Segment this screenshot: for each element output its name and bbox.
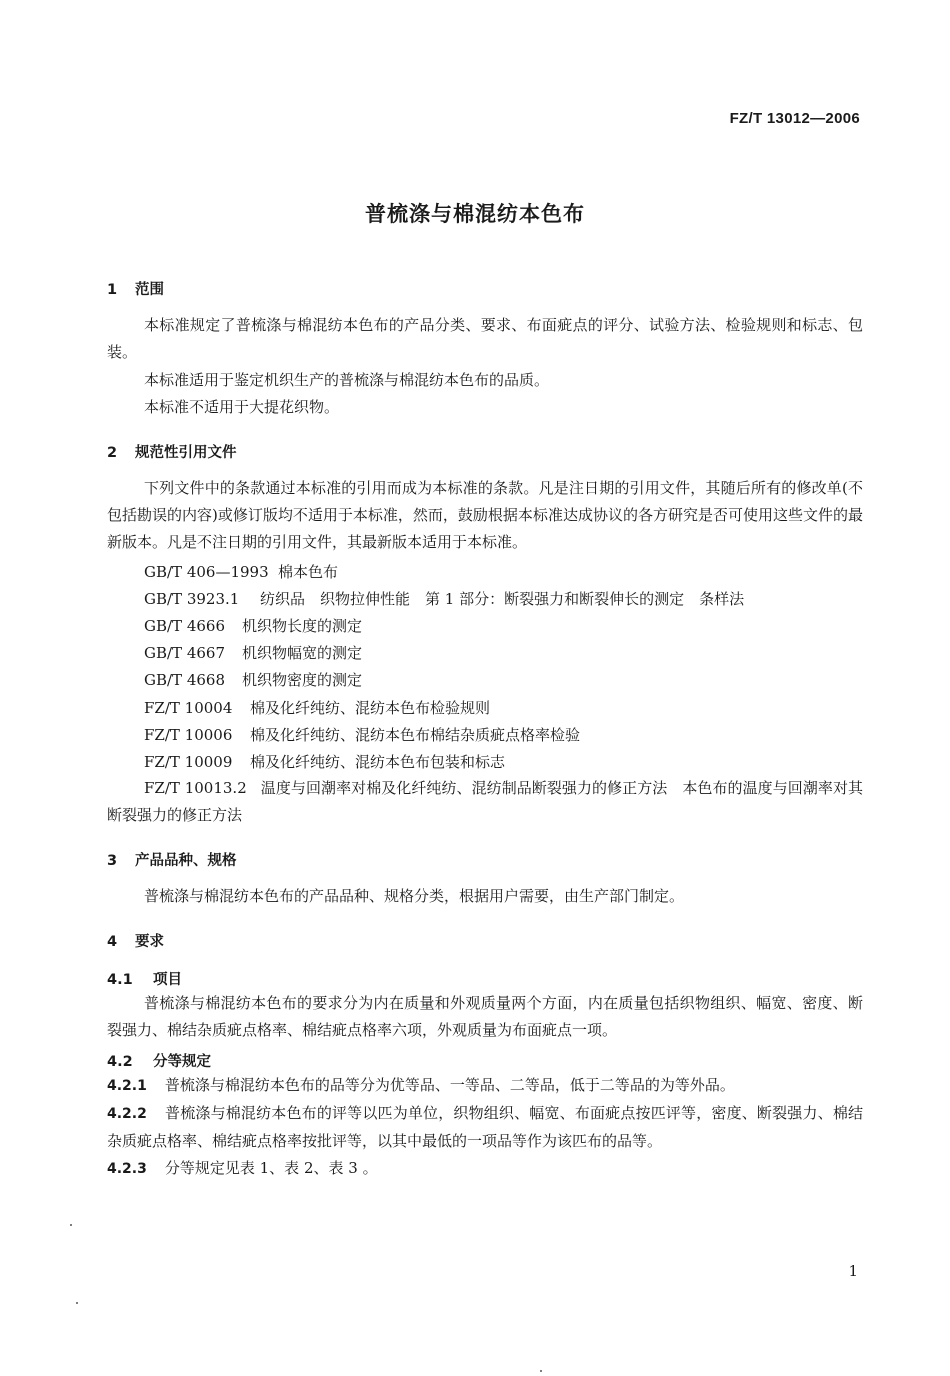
- subsection-heading-4-2: [107, 1050, 211, 1071]
- clause-number: 4.2.2: [107, 1106, 147, 1122]
- scan-speck: [70, 1224, 72, 1226]
- reference-name: 棉及化纤纯纺、混纺本色布检验规则: [250, 699, 491, 717]
- section-number: 2: [107, 445, 118, 461]
- paragraph-products: 普梳涤与棉混纺本色布的产品品种、规格分类，根据用户需要，由生产部门制定。: [144, 887, 685, 905]
- reference-item-last: [107, 775, 863, 829]
- section-title: 分等规定: [153, 1054, 211, 1070]
- reference-code: FZ/T 10009: [144, 753, 233, 771]
- standard-code: FZ/T 13012—2006: [729, 110, 860, 127]
- paragraph-scope-3: 本标准不适用于大提花织物。: [144, 398, 340, 416]
- reference-code: GB/T 406—1993: [144, 563, 269, 581]
- paragraph-references-intro: 下列文件中的条款通过本标准的引用而成为本标准的条款。凡是注日期的引用文件，其随后所有的修改单(不包括勘误的内容)或修订版均不适用于本标准，然而，鼓励根据本标准达成协议的各方研究是否可使用这些文件的最新版本。凡是不注日期的引用文件，其最新版本适用于本标准。: [107, 479, 863, 551]
- clause-4-2-1: [107, 1072, 863, 1100]
- reference-code: GB/T 4667: [144, 644, 226, 662]
- page-number: 1: [848, 1262, 858, 1280]
- section-number: 3: [107, 853, 118, 869]
- clause-text: 普梳涤与棉混纺本色布的品等分为优等品、一等品、二等品，低于二等品的为等外品。: [164, 1076, 735, 1094]
- reference-code: FZ/T 10006: [144, 726, 233, 744]
- paragraph-scope-2: 本标准适用于鉴定机织生产的普梳涤与棉混纺本色布的品质。: [144, 371, 550, 389]
- scan-speck: [540, 1370, 542, 1372]
- paragraph-scope-1: 本标准规定了普梳涤与棉混纺本色布的产品分类、要求、布面疵点的评分、试验方法、检验规则和标志、包装。: [107, 316, 863, 361]
- reference-item: [144, 669, 362, 690]
- section-heading-2: [107, 441, 237, 462]
- clause-number: 4.2.1: [107, 1078, 147, 1094]
- document-title: 普梳涤与棉混纺本色布: [365, 202, 585, 226]
- paragraph-items: 普梳涤与棉混纺本色布的要求分为内在质量和外观质量两个方面，内在质量包括织物组织、幅宽、密度、断裂强力、棉结杂质疵点格率、棉结疵点格率六项，外观质量为布面疵点一项。: [107, 994, 863, 1039]
- section-number: 4.1: [107, 972, 133, 988]
- reference-item: [144, 724, 580, 745]
- reference-name: 棉及化纤纯纺、混纺本色布棉结杂质疵点格率检验: [250, 726, 581, 744]
- subsection-heading-4-1: [107, 968, 182, 989]
- section-heading-4: [107, 930, 164, 951]
- reference-code: GB/T 4666: [144, 617, 226, 635]
- reference-item: [144, 615, 362, 636]
- reference-name: 机织物长度的测定: [242, 617, 363, 635]
- reference-code: GB/T 4668: [144, 671, 226, 689]
- clause-text: 普梳涤与棉混纺本色布的评等以匹为单位，织物组织、幅宽、布面疵点按匹评等，密度、断裂强力、棉结杂质疵点格率、棉结疵点格率按批评等，以其中最低的一项品等作为该匹布的品等。: [107, 1104, 863, 1150]
- clause-4-2-2: [107, 1100, 863, 1155]
- reference-item: [144, 751, 505, 772]
- section-heading-3: [107, 849, 237, 870]
- reference-name: 温度与回潮率对棉及化纤纯纺、混纺制品断裂强力的修正方法 本色布的温度与回潮率对其断裂强力的修正方法: [107, 779, 863, 824]
- section-number: 4.2: [107, 1054, 133, 1070]
- reference-name: 机织物密度的测定: [242, 671, 363, 689]
- section-title: 要求: [135, 934, 164, 950]
- reference-name: 机织物幅宽的测定: [242, 644, 363, 662]
- section-heading-1: [107, 278, 164, 299]
- section-title: 项目: [153, 972, 182, 988]
- section-number: 4: [107, 934, 118, 950]
- clause-text: 分等规定见表 1、表 2、表 3 。: [164, 1159, 378, 1177]
- reference-item: [144, 588, 744, 609]
- section-title: 规范性引用文件: [135, 445, 237, 461]
- scan-speck: [76, 1302, 78, 1304]
- reference-name: 棉及化纤纯纺、混纺本色布包装和标志: [250, 753, 506, 771]
- clause-4-2-3: [107, 1155, 863, 1183]
- reference-code: GB/T 3923.1: [144, 590, 240, 608]
- section-title: 范围: [135, 282, 164, 298]
- section-title: 产品品种、规格: [135, 853, 237, 869]
- reference-item: [144, 561, 338, 582]
- reference-item: [144, 642, 362, 663]
- reference-code: FZ/T 10004: [144, 699, 233, 717]
- reference-code: FZ/T 10013.2: [144, 779, 247, 797]
- clause-number: 4.2.3: [107, 1161, 147, 1177]
- reference-name: 棉本色布: [278, 563, 339, 581]
- reference-item: [144, 697, 490, 718]
- section-number: 1: [107, 282, 118, 298]
- reference-name: 纺织品 织物拉伸性能 第 1 部分：断裂强力和断裂伸长的测定 条样法: [260, 590, 745, 608]
